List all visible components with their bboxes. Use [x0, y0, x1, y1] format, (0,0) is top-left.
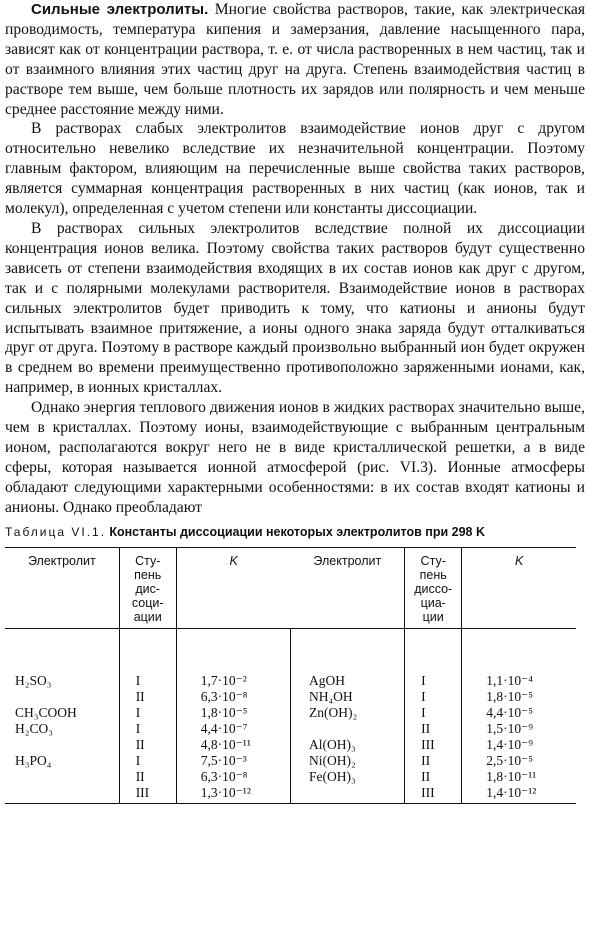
header-stage-right: Сту- пень диссо- циа- ции [405, 547, 462, 628]
constant-cell: 6,3·10⁻⁸ [176, 769, 290, 785]
header-stage: Сту- пень дис- соци- ации [119, 547, 176, 628]
constant-cell: 1,5·10⁻⁹ [486, 720, 533, 736]
constant-cell: 1,8·10⁻⁵ [486, 688, 533, 704]
paragraph-lead: Сильные электролиты. [31, 1, 209, 18]
constant-cell: 1,8·10⁻¹¹ [486, 768, 537, 784]
electrolyte-cell: NH₄OH [290, 689, 404, 705]
electrolyte-cell: Ni(OH)₂ [290, 753, 404, 769]
constant-cell: 2,5·10⁻⁵ [486, 752, 533, 768]
stage-cell: II [119, 737, 176, 753]
table-row [5, 705, 576, 721]
paragraph-text: Однако энергия теплового движения ионов в жидких растворах значительно выше, чем в кристаллах. Поэтому ионы, взаимодействующие с выбранным центральным ионом, располагаются вокруг него не в виде кристаллической решетки, а в виде сферы, которая называется ионной атмосферой (рис. VI.3). Ионные атмосферы обладают следующими характерными особенностями: в их состав входят катионы и анионы. Однако преобладают [5, 399, 585, 516]
electrolyte-cell [5, 785, 119, 804]
paragraph-text: Многие свойства растворов, такие, как электрическая проводимость, температура кипения и замерзания, давление насыщенного пара, зависят как от концентрации раствора, т. е. от числа растворенных в нем частиц, так и от взаимного влияния этих частиц друг на друга. Степень взаимодействия частиц в растворе тем выше, чем больше плотность их зарядов или полярность и чем меньше среднее расстояние между ними. [5, 1, 585, 118]
table-row [5, 753, 576, 769]
table-row [5, 628, 576, 689]
constant-cell: 4,4·10⁻⁵ [486, 704, 533, 720]
table-row [5, 769, 576, 785]
stage-cell: II [405, 721, 462, 737]
stage-cell: I [119, 721, 176, 737]
stage-cell: II [405, 753, 462, 769]
electrolyte-cell [290, 785, 404, 804]
stage-cell: II [119, 769, 176, 785]
stage-cell: I [405, 705, 462, 721]
table-body [5, 628, 576, 803]
constant-cell: 1,4·10⁻¹² [462, 785, 576, 804]
electrolyte-cell [5, 689, 119, 705]
table-caption [5, 524, 585, 540]
electrolyte-cell: CH₃COOH [5, 705, 119, 721]
electrolyte-cell: Al(OH)₃ [290, 737, 404, 753]
constant-cell: 4,4·10⁻⁷ [176, 721, 290, 737]
paragraph-text: В растворах слабых электролитов взаимодействие ионов друг с другом относительно невелико вследствие их незначительной концентрации. Поэтому главным фактором, влияющим на перечисленные выше свойства таких растворов, является суммарная концентрация растворенных в них частиц (как ионов, так и молекул), определенная с учетом степени или константы диссоциации. [5, 120, 585, 218]
constant-cell: 1,7·10⁻² [176, 628, 290, 689]
table-row [5, 721, 576, 737]
header-k: K [176, 547, 290, 628]
electrolyte-cell: AgOH [290, 628, 404, 689]
table-title: Константы диссоциации некоторых электролитов при 298 K [109, 524, 485, 539]
electrolyte-cell: H₂CO₃ [5, 721, 119, 737]
electrolyte-cell: Fe(OH)₃ [290, 769, 404, 785]
constant-cell: 4,8·10⁻¹¹ [176, 737, 290, 753]
constant-cell: 1,4·10⁻⁹ [486, 736, 533, 752]
paragraph-weak-electrolytes [5, 119, 585, 219]
paragraph-strong-electrolytes [5, 0, 585, 119]
constant-cell: 1,1·10⁻⁴ [486, 672, 533, 688]
paragraph-ionic-atmosphere [5, 398, 585, 517]
table-label: Таблица VI.1. [5, 524, 107, 539]
stage-cell: III [405, 737, 462, 753]
electrolyte-cell [290, 721, 404, 737]
table-row [5, 785, 576, 804]
paragraph-strong-solutions [5, 219, 585, 398]
document-page [5, 0, 585, 804]
stage-cell: III [405, 785, 462, 804]
electrolyte-cell: H₃PO₄ [5, 753, 119, 769]
stage-cell: I [119, 628, 176, 689]
header-k-right: K [462, 547, 576, 628]
electrolyte-cell: Zn(OH)₂ [290, 705, 404, 721]
table-row [5, 737, 576, 753]
paragraph-text: В растворах сильных электролитов вследствие полной их диссоциации концентрация ионов велика. Поэтому свойства таких растворов будут существенно зависеть от степени взаимодействия входящих в их состав ионов как друг с другом, так и с полярными молекулами растворителя. Взаимодействие ионов в растворах сильных электролитов будет приводить к тому, что катионы и анионы будут испытывать взаимное притяжение, а ионы одного знака заряда будут отталкиваться друг от друга. Поэтому в растворе каждый произвольно выбранный ион будет окружен в среднем во времени преимущественно противоположно заряженными ионами, как, например, в ионных кристаллах. [5, 219, 585, 397]
electrolyte-cell [5, 737, 119, 753]
stage-cell: II [405, 769, 462, 785]
stage-cell: II [119, 689, 176, 705]
stage-cell: I [405, 628, 462, 689]
constant-cell: 1,3·10⁻¹² [176, 785, 290, 804]
table-row [5, 689, 576, 705]
constant-cell: 1,8·10⁻⁵ [176, 705, 290, 721]
stage-cell: I [119, 753, 176, 769]
stage-cell: III [119, 785, 176, 804]
header-electrolyte-right: Электролит [290, 547, 404, 628]
stage-cell: I [405, 689, 462, 705]
stage-cell: I [119, 705, 176, 721]
dissociation-constants-table [5, 547, 576, 804]
table-header-row [5, 547, 576, 628]
constant-cell: 7,5·10⁻³ [176, 753, 290, 769]
header-electrolyte: Электролит [5, 547, 119, 628]
electrolyte-cell [5, 769, 119, 785]
constant-cell: 6,3·10⁻⁸ [176, 689, 290, 705]
electrolyte-cell: H₂SO₃ [5, 628, 119, 689]
